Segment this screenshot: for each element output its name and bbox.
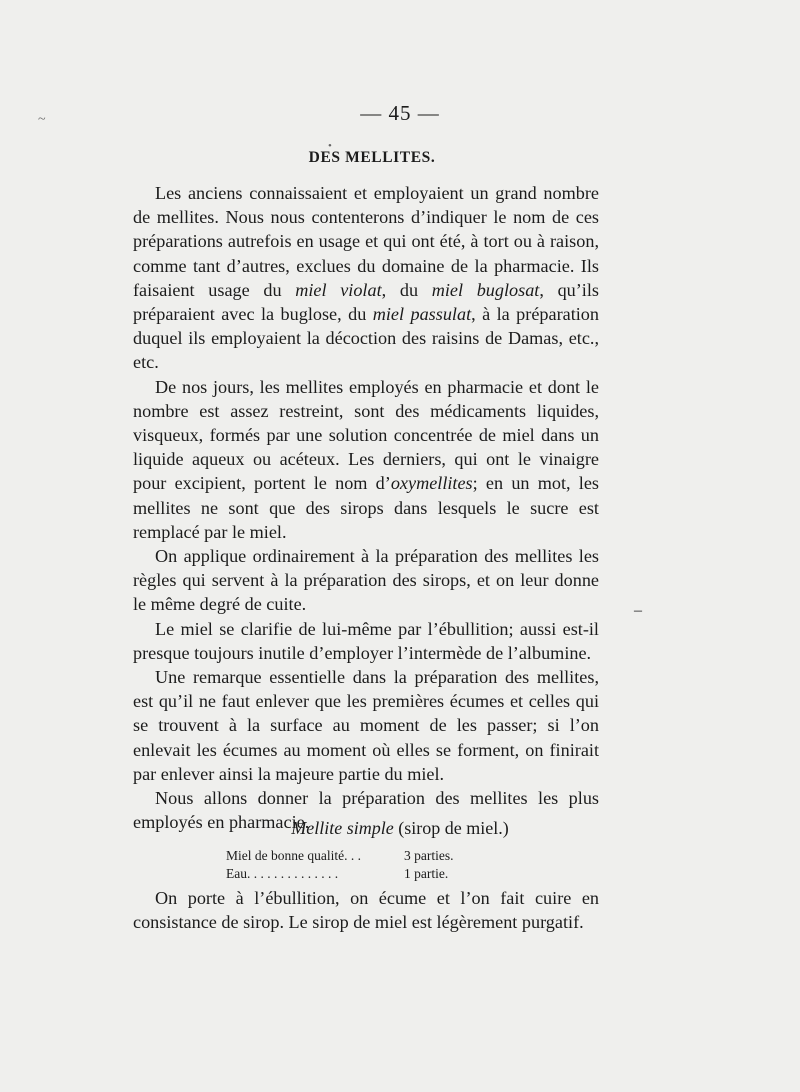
ingredient-name: Miel de bonne qualité. . .: [226, 848, 361, 863]
paragraph: Le miel se clarifie de lui-même par l’ébullition; aussi est-il presque toujours inutile d’employer l’intermède de l’albumine.: [133, 618, 599, 663]
page-number: — 45 —: [360, 101, 440, 125]
margin-mark: •: [328, 140, 332, 152]
paragraph: Une remarque essentielle dans la préparation des mellites, est qu’il ne faut enlever que les premières écumes et celles qui se trouvent à la surface au moment de les passer; si l’on enlevait les écumes au moment où elles se forment, on finirait par enlever ainsi la majeure partie du miel.: [133, 667, 599, 784]
recipe-title-rest: (sirop de miel.): [393, 818, 509, 838]
paragraph: Nous allons donner la préparation des mellites les plus employés en pharmacie.: [133, 788, 599, 833]
ingredient-list: [226, 847, 454, 883]
ingredient-quantity: 3 parties.: [404, 848, 454, 863]
paragraph: De nos jours, les mellites employés en pharmacie et dont le nombre est assez restreint, sont des médicaments liquides, visqueux, formés par une solution concentrée de miel dans un liquide aqueux ou acéteux. Les derniers, qui ont le vinaigre pour excipient, portent le nom d’oxymellites; en un mot, les mellites ne sont que des sirops dans lesquels le sucre est remplacé par le miel.: [133, 376, 600, 542]
ingredient-row: [226, 865, 454, 883]
ingredient-name: Eau. . . . . . . . . . . . . .: [226, 866, 339, 881]
paragraph: On applique ordinairement à la préparation des mellites les règles qui servent à la préparation des sirops, et on leur donne le même degré de cuite.: [133, 546, 599, 615]
body-text: [133, 181, 599, 834]
margin-mark: ~: [38, 112, 46, 127]
ingredient-quantity: 1 partie.: [404, 866, 449, 881]
recipe-title: [0, 818, 800, 839]
margin-mark: –: [634, 602, 642, 619]
paragraph: On porte à l’ébullition, on écume et l’on fait cuire en consistance de sirop. Le sirop de miel est légèrement purgatif.: [133, 888, 599, 933]
closing-text: [133, 886, 599, 934]
section-title: DES MELLITES.: [308, 149, 436, 166]
paragraph: Les anciens connaissaient et employaient un grand nombre de mellites. Nous nous contenterons d’indiquer le nom de ces préparations autrefois en usage et qui ont été, à tort ou à raison, comme tant d’autres, exclues du domaine de la pharmacie. Ils faisaient usage du miel violat, du miel buglosat, qu’ils préparaient avec la buglose, du miel passulat, à la préparation duquel ils employaient la décoction des raisins de Damas, etc., etc.: [133, 183, 599, 373]
recipe-title-italic: Mellite simple: [291, 818, 394, 838]
ingredient-row: [226, 847, 454, 865]
